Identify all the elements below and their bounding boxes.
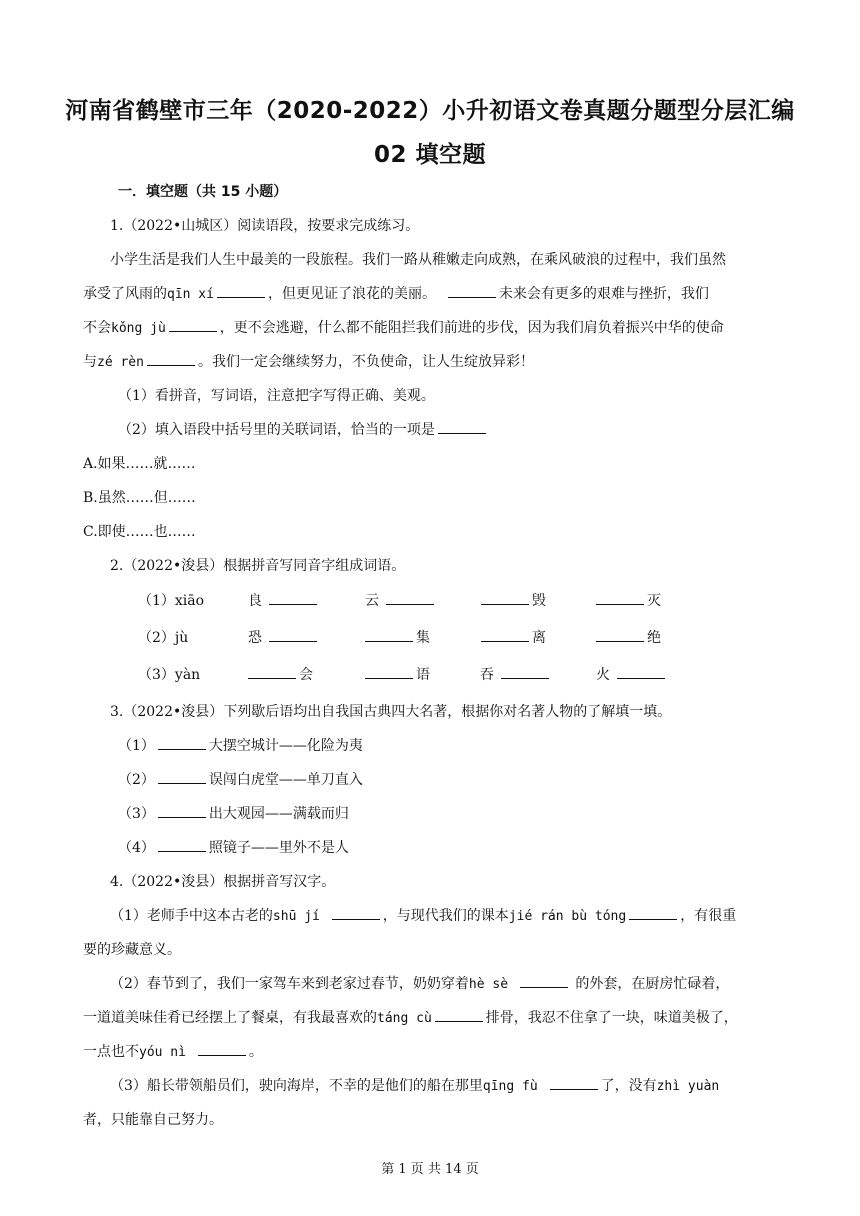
pinyin: qīng fù [482,1079,538,1094]
pinyin: zé rèn [97,355,144,370]
answer-blank[interactable] [217,285,265,298]
answer-blank[interactable] [332,907,380,920]
answer-blank[interactable] [365,629,413,642]
q1-sub1: （1）看拼音，写词语，注意把字写得正确、美观。 [118,388,435,404]
q3-item1: （1） 大摆空城计——化险为夷 [118,738,363,754]
q1-passage-line3: 不会kǒng jù ，更不会逃避，什么都不能阻拦我们前进的步伐，因为我们肩负着振兴中华的使命 [83,320,724,336]
q3-item2: （2） 误闯白虎堂——单刀直入 [118,772,363,788]
q1-option-a[interactable]: A.如果……就…… [83,456,196,472]
answer-blank[interactable] [629,907,677,920]
q3-item3: （3） 出大观园——满载而归 [118,806,349,822]
q2-row2-cell1: 恐 [248,627,320,647]
pinyin: zhì yuàn [656,1079,720,1094]
answer-blank[interactable] [147,353,195,366]
q2-row1-label: （1）xiāo [138,593,205,609]
answer-blank[interactable] [269,592,317,605]
answer-blank[interactable] [481,629,529,642]
q4-s1-line2: 要的珍藏意义。 [83,942,181,958]
q2-row3-cell3: 吞 [480,664,552,684]
q1-stem: 1.（2022•山城区）阅读语段，按要求完成练习。 [110,218,420,234]
q4-s2-line1: （2）春节到了，我们一家驾车来到老家过春节，奶奶穿着hè sè 的外套，在厨房忙碌着， [110,976,730,992]
q4-s2-line2: 一道道美味佳肴已经摆上了餐桌，有我最喜欢的táng cù 排骨，我忍不住拿了一块，味道美极了， [83,1010,738,1026]
answer-blank[interactable] [501,666,549,679]
answer-blank[interactable] [158,805,206,818]
q2-row3-cell1: 会 [245,664,313,684]
pinyin: yóu nì [139,1045,186,1060]
q1-option-c[interactable]: C.即使……也…… [83,524,196,540]
q2-row1-cell1: 良 [248,590,320,610]
q2-row3-cell2: 语 [362,664,430,684]
q4-s3-line2: 者，只能靠自己努力。 [83,1112,223,1128]
answer-blank[interactable] [550,1077,598,1090]
answer-blank[interactable] [198,1043,246,1056]
q2-stem: 2.（2022•浚县）根据拼音写同音字组成词语。 [110,558,406,574]
answer-blank[interactable] [438,421,486,434]
pinyin: kǒng jù [111,321,166,336]
q3-item4: （4） 照镜子——里外不是人 [118,840,349,856]
q2-row3-label: （3）yàn [138,667,201,683]
q2-row2-cell2: 集 [362,627,430,647]
answer-blank[interactable] [158,771,206,784]
pinyin: shū jí [272,909,320,924]
answer-blank[interactable] [169,319,217,332]
pinyin: hè sè [468,977,509,992]
answer-blank[interactable] [365,666,413,679]
q2-row1-cell4: 灭 [593,590,661,610]
page-footer: 第 1 页 共 14 页 [381,1162,479,1177]
pinyin: jié rán bù tóng [508,909,627,924]
answer-blank[interactable] [248,666,296,679]
q2-row2-cell3: 离 [478,627,546,647]
q4-stem: 4.（2022•浚县）根据拼音写汉字。 [110,874,336,890]
answer-blank[interactable] [596,592,644,605]
q4-s3-line1: （3）船长带领船员们，驶向海岸，不幸的是他们的船在那里qīng fù 了，没有zhì yuàn [110,1078,720,1094]
answer-blank[interactable] [386,592,434,605]
pinyin: qīn xí [167,287,214,302]
q1-passage-line4: 与zé rèn 。我们一定会继续努力，不负使命，让人生绽放异彩！ [83,354,534,370]
answer-blank[interactable] [617,666,665,679]
answer-blank[interactable] [158,839,206,852]
answer-blank[interactable] [481,592,529,605]
q4-s2-line3: 一点也不yóu nì 。 [83,1044,263,1060]
answer-blank[interactable] [448,285,496,298]
q2-row2-label: （2）jù [138,630,189,646]
q1-passage-line2: 承受了风雨的qīn xí ，但更见证了浪花的美丽。 未来会有更多的艰难与挫折，我们 [83,286,709,302]
answer-blank[interactable] [269,629,317,642]
answer-blank[interactable] [596,629,644,642]
answer-blank[interactable] [158,737,206,750]
document-title-line1: 河南省鹤壁市三年（2020-2022）小升初语文卷真题分题型分层汇编 [65,98,795,124]
q1-sub2: （2）填入语段中括号里的关联词语，恰当的一项是 [118,419,489,439]
q4-s1-line1: （1）老师手中这本古老的shū jí ，与现代我们的课本jié rán bù tóng ，有很重 [110,908,737,924]
document-title-line2: 02 填空题 [373,142,486,168]
q2-row1-cell2: 云 [365,590,437,610]
q1-passage-line1: 小学生活是我们人生中最美的一段旅程。我们一路从稚嫩走向成熟，在乘风破浪的过程中，我们虽然 [110,252,726,268]
q3-stem: 3.（2022•浚县）下列歇后语均出自我国古典四大名著，根据你对名著人物的了解填一填。 [110,704,672,720]
q2-row3-cell4: 火 [596,664,668,684]
q2-row1-cell3: 毁 [478,590,546,610]
pinyin: táng cù [377,1011,432,1026]
answer-blank[interactable] [435,1009,483,1022]
q2-row2-cell4: 绝 [593,627,661,647]
answer-blank[interactable] [520,975,568,988]
q1-option-b[interactable]: B.虽然……但…… [83,490,196,506]
section-heading: 一．填空题（共 15 小题） [118,184,288,200]
